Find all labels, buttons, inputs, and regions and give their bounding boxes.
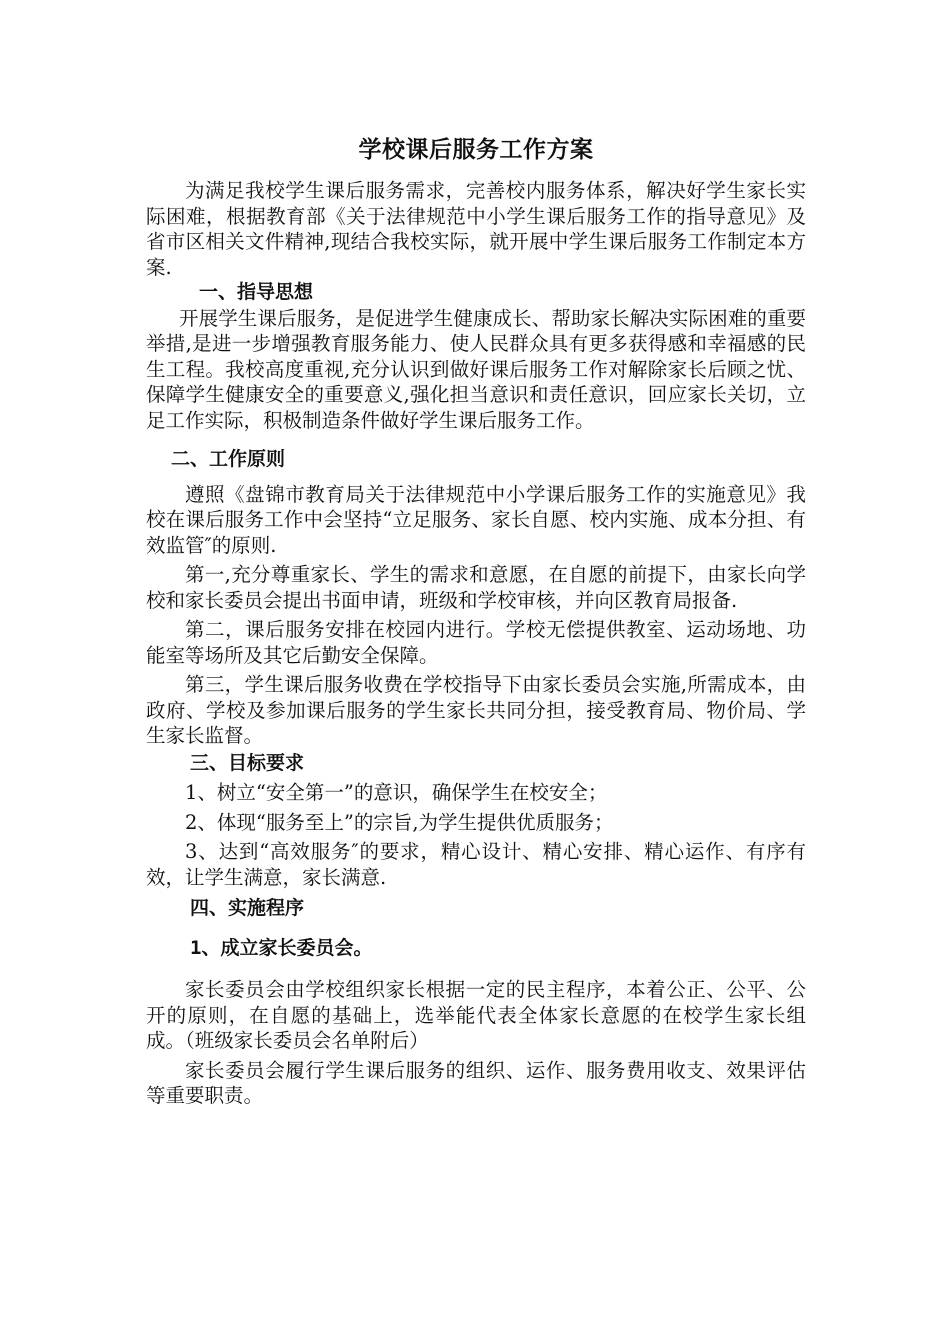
principles-paragraph: 第二，课后服务安排在校园内进行。学校无偿提供教室、运动场地、功能室等场所及其它后勤安全保障。 xyxy=(146,618,806,667)
intro-paragraph: 为满足我校学生课后服务需求，完善校内服务体系，解决好学生家长实际困难，根据教育部《关于法律规范中小学生课后服务工作的指导意见》及省市区相关文件精神,现结合我校实际，就开展中学生课后服务工作制定本方案. xyxy=(146,179,806,279)
subheading-parent-committee: 1、成立家长委员会。 xyxy=(190,936,373,959)
principles-paragraph: 第一,充分尊重家长、学生的需求和意愿，在自愿的前提下，由家长向学校和家长委员会提出书面申请，班级和学校审核，并向区教育局报备. xyxy=(146,563,806,612)
procedure-paragraph: 家长委员会由学校组织家长根据一定的民主程序，本着公正、公平、公开的原则，在自愿的基础上，选举能代表全体家长意愿的在校学生家长组成。（班级家长委员会名单附后） xyxy=(146,978,806,1052)
principles-paragraph: 遵照《盘锦市教育局关于法律规范中小学课后服务工作的实施意见》我校在课后服务工作中会坚持“立足服务、家长自愿、校内实施、成本分担、有效监管″的原则. xyxy=(146,482,806,557)
goal-item: 3、达到“高效服务″的要求，精心设计、精心安排、精心运作、有序有效，让学生满意，家长满意. xyxy=(146,840,806,889)
section-heading-guiding-ideology: 一、指导思想 xyxy=(199,281,314,303)
goal-item: 2、体现“服务至上”的宗旨,为学生提供优质服务； xyxy=(185,810,614,834)
document-title: 学校课后服务工作方案 xyxy=(358,137,594,163)
section-heading-work-principles: 二、工作原则 xyxy=(171,448,286,470)
document-body xyxy=(146,132,806,1109)
section-heading-procedure: 四、实施程序 xyxy=(190,897,305,919)
principles-paragraph: 第三，学生课后服务收费在学校指导下由家长委员会实施,所需成本，由政府、学校及参加课后服务的学生家长共同分担，接受教育局、物价局、学生家长监督。 xyxy=(146,673,806,747)
goal-item: 1、树立“安全第一”的意识，确保学生在校安全； xyxy=(185,781,608,804)
guiding-ideology-paragraph: 开展学生课后服务，是促进学生健康成长、帮助家长解决实际困难的重要举措,是进一步增强教育服务能力、使人民群众具有更多获得感和幸福感的民生工程。我校高度重视,充分认识到做好课后服务工作对解除家长后顾之忧、保障学生健康安全的重要意义,强化担当意识和责任意识，回应家长关切，立足工作实际，积极制造条件做好学生课后服务工作。 xyxy=(146,306,806,432)
procedure-paragraph: 家长委员会履行学生课后服务的组织、运作、服务费用收支、效果评估等重要职责。 xyxy=(146,1058,806,1107)
section-heading-goals: 三、目标要求 xyxy=(190,751,305,774)
